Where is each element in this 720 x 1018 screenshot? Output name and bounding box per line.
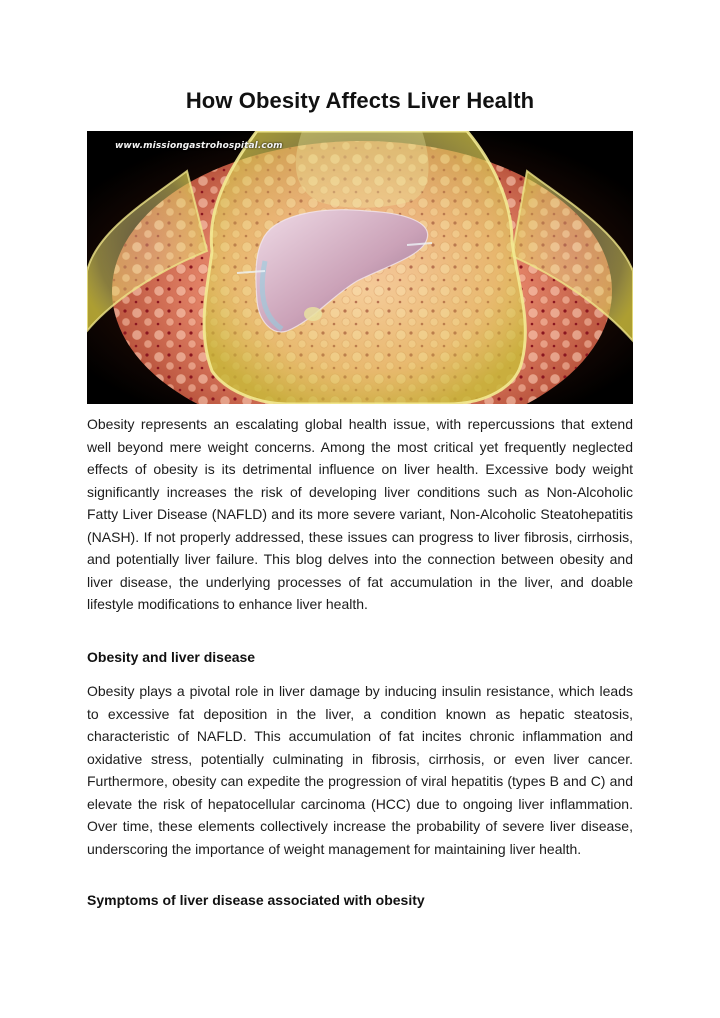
- page-title: How Obesity Affects Liver Health: [185, 88, 535, 113]
- section-heading-symptoms: Symptoms of liver disease associated with obesity: [87, 892, 425, 908]
- section-paragraph-obesity-liver-disease: Obesity plays a pivotal role in liver damage by inducing insulin resistance, which leads to excessive fat deposition in the liver, a condition known as hepatic steatosis, characteristic of NAFLD. This accumulation of fat incites chronic inflammation and oxidative stress, potentially culminating in fibrosis, cirrhosis, or even liver cancer. Furthermore, obesity can expedite the progression of viral hepatitis (types B and C) and elevate the risk of hepatocellular carcinoma (HCC) due to ongoing liver inflammation. Over time, these elements collectively increase the probability of severe liver disease, underscoring the importance of weight management for maintaining liver health.: [87, 683, 633, 857]
- obese-torso-liver-illustration-icon: [87, 131, 633, 404]
- image-watermark-caption: www.missiongastrohospital.com: [115, 141, 283, 151]
- hero-image: [87, 131, 633, 404]
- section-heading-obesity-liver-disease: Obesity and liver disease: [87, 649, 256, 665]
- intro-paragraph: Obesity represents an escalating global health issue, with repercussions that extend well beyond mere weight concerns. Among the most critical yet frequently neglected effects of obesity is its detrimental influence on liver health. Excessive body weight significantly increases the risk of developing liver conditions such as Non-Alcoholic Fatty Liver Disease (NAFLD) and its more severe variant, Non-Alcoholic Steatohepatitis (NASH). If not properly addressed, these issues can progress to liver fibrosis, cirrhosis, and potentially liver failure. This blog delves into the connection between obesity and liver disease, the underlying processes of fat accumulation in the liver, and doable lifestyle modifications to enhance liver health.: [87, 416, 633, 612]
